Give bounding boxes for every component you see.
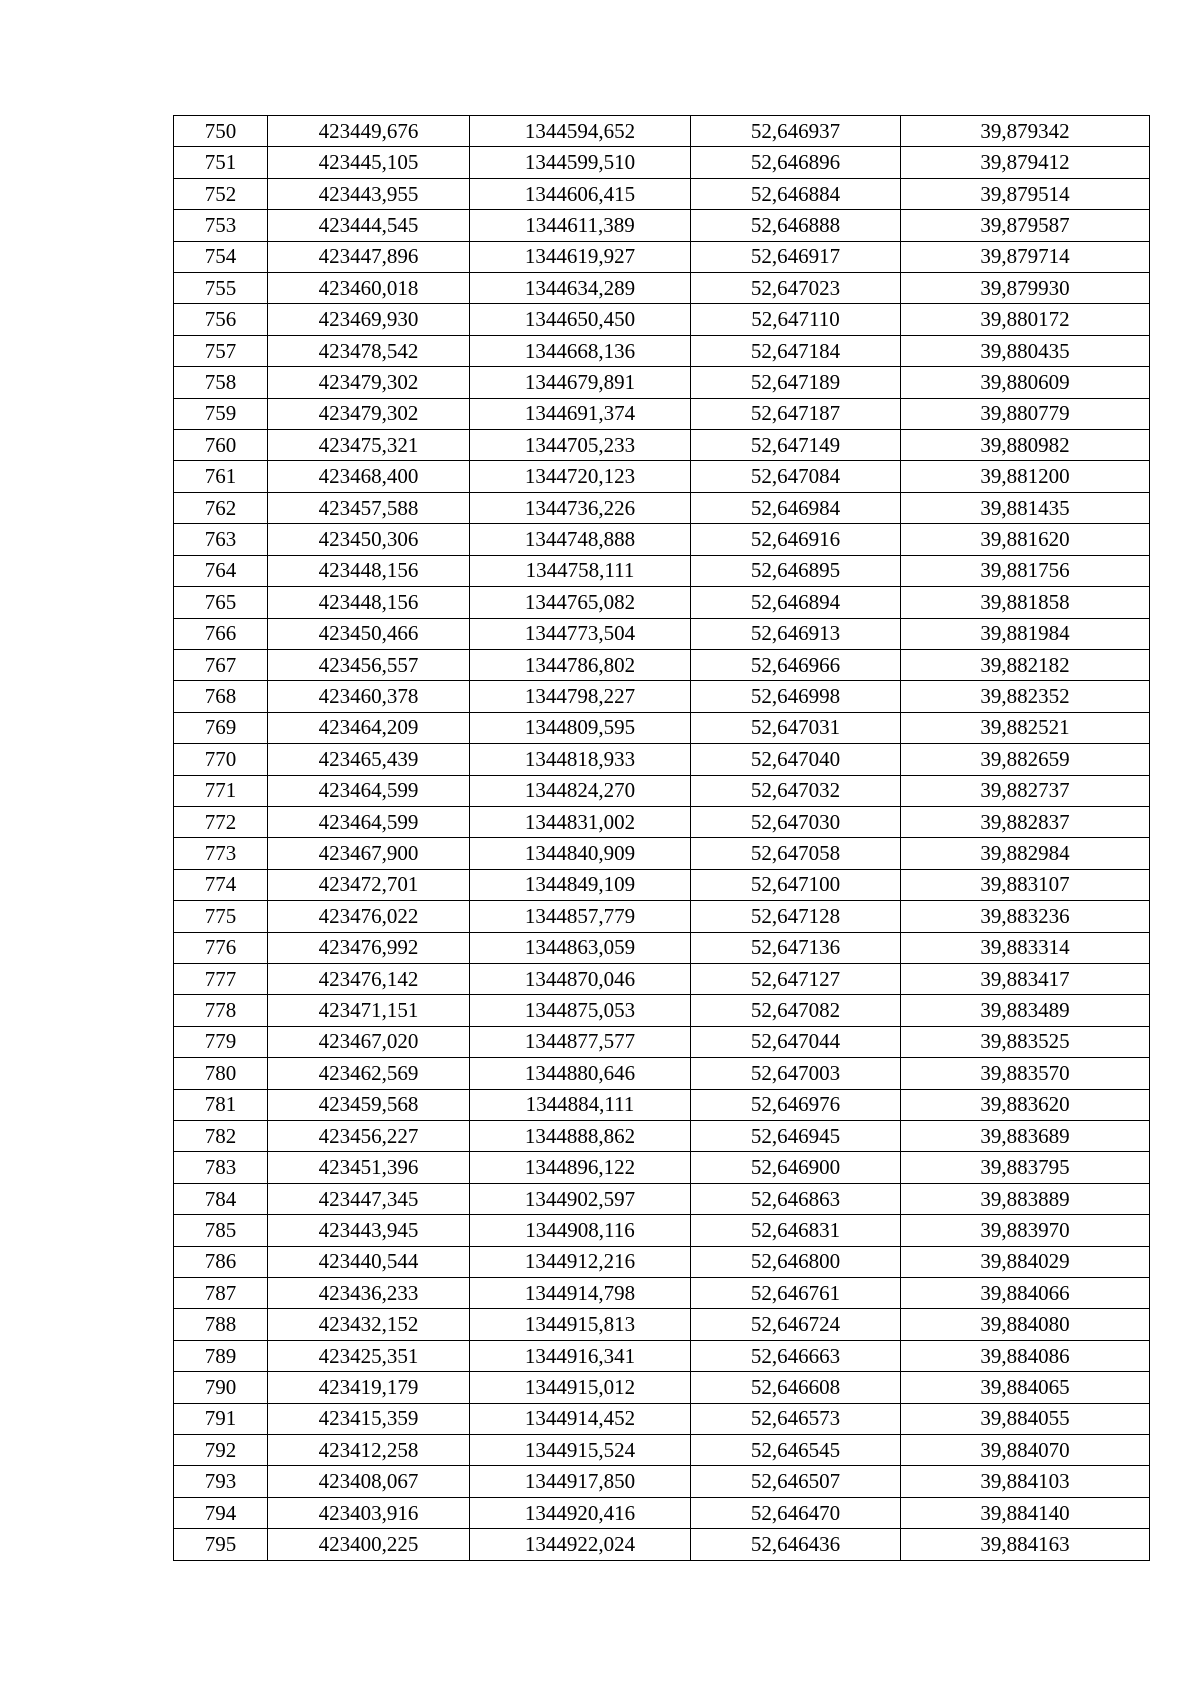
point-number-cell: 761 <box>174 461 268 492</box>
point-number-cell: 766 <box>174 618 268 649</box>
table-row <box>174 1372 1150 1403</box>
y-coordinate-cell: 1344915,524 <box>470 1435 691 1466</box>
longitude-cell: 39,884103 <box>901 1466 1150 1497</box>
longitude-cell: 39,879714 <box>901 241 1150 272</box>
y-coordinate-cell: 1344786,802 <box>470 649 691 680</box>
longitude-cell: 39,879514 <box>901 178 1150 209</box>
x-coordinate-cell: 423432,152 <box>268 1309 470 1340</box>
latitude-cell: 52,646436 <box>691 1529 901 1560</box>
latitude-cell: 52,647030 <box>691 806 901 837</box>
latitude-cell: 52,646984 <box>691 492 901 523</box>
x-coordinate-cell: 423475,321 <box>268 430 470 461</box>
x-coordinate-cell: 423472,701 <box>268 869 470 900</box>
x-coordinate-cell: 423469,930 <box>268 304 470 335</box>
latitude-cell: 52,646761 <box>691 1278 901 1309</box>
y-coordinate-cell: 1344902,597 <box>470 1183 691 1214</box>
longitude-cell: 39,881435 <box>901 492 1150 523</box>
point-number-cell: 793 <box>174 1466 268 1497</box>
longitude-cell: 39,881200 <box>901 461 1150 492</box>
latitude-cell: 52,647058 <box>691 838 901 869</box>
point-number-cell: 760 <box>174 430 268 461</box>
point-number-cell: 772 <box>174 806 268 837</box>
y-coordinate-cell: 1344599,510 <box>470 147 691 178</box>
table-row <box>174 1435 1150 1466</box>
longitude-cell: 39,882521 <box>901 712 1150 743</box>
x-coordinate-cell: 423448,156 <box>268 555 470 586</box>
point-number-cell: 770 <box>174 744 268 775</box>
latitude-cell: 52,646831 <box>691 1215 901 1246</box>
table-row <box>174 1058 1150 1089</box>
y-coordinate-cell: 1344875,053 <box>470 995 691 1026</box>
y-coordinate-cell: 1344863,059 <box>470 932 691 963</box>
x-coordinate-cell: 423445,105 <box>268 147 470 178</box>
table-row <box>174 335 1150 366</box>
x-coordinate-cell: 423479,302 <box>268 398 470 429</box>
longitude-cell: 39,879342 <box>901 116 1150 147</box>
latitude-cell: 52,647100 <box>691 869 901 900</box>
latitude-cell: 52,646895 <box>691 555 901 586</box>
x-coordinate-cell: 423462,569 <box>268 1058 470 1089</box>
latitude-cell: 52,646998 <box>691 681 901 712</box>
x-coordinate-cell: 423478,542 <box>268 335 470 366</box>
table-row <box>174 273 1150 304</box>
longitude-cell: 39,883236 <box>901 901 1150 932</box>
y-coordinate-cell: 1344798,227 <box>470 681 691 712</box>
point-number-cell: 777 <box>174 963 268 994</box>
table-row <box>174 1497 1150 1528</box>
y-coordinate-cell: 1344920,416 <box>470 1497 691 1528</box>
x-coordinate-cell: 423448,156 <box>268 587 470 618</box>
y-coordinate-cell: 1344809,595 <box>470 712 691 743</box>
x-coordinate-cell: 423450,306 <box>268 524 470 555</box>
point-number-cell: 795 <box>174 1529 268 1560</box>
x-coordinate-cell: 423456,227 <box>268 1121 470 1152</box>
point-number-cell: 778 <box>174 995 268 1026</box>
longitude-cell: 39,883689 <box>901 1121 1150 1152</box>
y-coordinate-cell: 1344619,927 <box>470 241 691 272</box>
longitude-cell: 39,884086 <box>901 1340 1150 1371</box>
x-coordinate-cell: 423400,225 <box>268 1529 470 1560</box>
longitude-cell: 39,881620 <box>901 524 1150 555</box>
table-row <box>174 147 1150 178</box>
y-coordinate-cell: 1344650,450 <box>470 304 691 335</box>
table-row <box>174 461 1150 492</box>
latitude-cell: 52,646545 <box>691 1435 901 1466</box>
point-number-cell: 759 <box>174 398 268 429</box>
y-coordinate-cell: 1344679,891 <box>470 367 691 398</box>
point-number-cell: 762 <box>174 492 268 523</box>
coordinates-table-body <box>174 116 1150 1561</box>
table-row <box>174 1089 1150 1120</box>
table-row <box>174 367 1150 398</box>
point-number-cell: 751 <box>174 147 268 178</box>
point-number-cell: 789 <box>174 1340 268 1371</box>
x-coordinate-cell: 423479,302 <box>268 367 470 398</box>
table-row <box>174 1121 1150 1152</box>
longitude-cell: 39,884163 <box>901 1529 1150 1560</box>
longitude-cell: 39,884070 <box>901 1435 1150 1466</box>
x-coordinate-cell: 423415,359 <box>268 1403 470 1434</box>
x-coordinate-cell: 423444,545 <box>268 210 470 241</box>
x-coordinate-cell: 423460,018 <box>268 273 470 304</box>
y-coordinate-cell: 1344914,452 <box>470 1403 691 1434</box>
y-coordinate-cell: 1344611,389 <box>470 210 691 241</box>
longitude-cell: 39,883795 <box>901 1152 1150 1183</box>
longitude-cell: 39,882659 <box>901 744 1150 775</box>
table-row <box>174 430 1150 461</box>
x-coordinate-cell: 423467,020 <box>268 1026 470 1057</box>
table-row <box>174 995 1150 1026</box>
y-coordinate-cell: 1344915,012 <box>470 1372 691 1403</box>
x-coordinate-cell: 423460,378 <box>268 681 470 712</box>
longitude-cell: 39,883417 <box>901 963 1150 994</box>
x-coordinate-cell: 423443,945 <box>268 1215 470 1246</box>
y-coordinate-cell: 1344915,813 <box>470 1309 691 1340</box>
latitude-cell: 52,646863 <box>691 1183 901 1214</box>
longitude-cell: 39,882737 <box>901 775 1150 806</box>
y-coordinate-cell: 1344857,779 <box>470 901 691 932</box>
point-number-cell: 781 <box>174 1089 268 1120</box>
latitude-cell: 52,647189 <box>691 367 901 398</box>
y-coordinate-cell: 1344922,024 <box>470 1529 691 1560</box>
table-row <box>174 1183 1150 1214</box>
latitude-cell: 52,647184 <box>691 335 901 366</box>
table-row <box>174 1026 1150 1057</box>
point-number-cell: 790 <box>174 1372 268 1403</box>
longitude-cell: 39,880609 <box>901 367 1150 398</box>
longitude-cell: 39,884055 <box>901 1403 1150 1434</box>
point-number-cell: 779 <box>174 1026 268 1057</box>
longitude-cell: 39,879412 <box>901 147 1150 178</box>
latitude-cell: 52,647003 <box>691 1058 901 1089</box>
latitude-cell: 52,647084 <box>691 461 901 492</box>
point-number-cell: 775 <box>174 901 268 932</box>
latitude-cell: 52,646913 <box>691 618 901 649</box>
table-row <box>174 398 1150 429</box>
latitude-cell: 52,646724 <box>691 1309 901 1340</box>
y-coordinate-cell: 1344818,933 <box>470 744 691 775</box>
x-coordinate-cell: 423476,022 <box>268 901 470 932</box>
longitude-cell: 39,883314 <box>901 932 1150 963</box>
y-coordinate-cell: 1344824,270 <box>470 775 691 806</box>
point-number-cell: 765 <box>174 587 268 618</box>
latitude-cell: 52,646896 <box>691 147 901 178</box>
point-number-cell: 758 <box>174 367 268 398</box>
table-row <box>174 869 1150 900</box>
point-number-cell: 783 <box>174 1152 268 1183</box>
table-row <box>174 210 1150 241</box>
x-coordinate-cell: 423447,345 <box>268 1183 470 1214</box>
table-row <box>174 1215 1150 1246</box>
table-row <box>174 1278 1150 1309</box>
point-number-cell: 767 <box>174 649 268 680</box>
x-coordinate-cell: 423476,992 <box>268 932 470 963</box>
y-coordinate-cell: 1344691,374 <box>470 398 691 429</box>
longitude-cell: 39,879587 <box>901 210 1150 241</box>
point-number-cell: 769 <box>174 712 268 743</box>
point-number-cell: 757 <box>174 335 268 366</box>
table-row <box>174 555 1150 586</box>
point-number-cell: 768 <box>174 681 268 712</box>
latitude-cell: 52,647031 <box>691 712 901 743</box>
longitude-cell: 39,884065 <box>901 1372 1150 1403</box>
point-number-cell: 754 <box>174 241 268 272</box>
coordinates-table <box>173 115 1150 1561</box>
x-coordinate-cell: 423440,544 <box>268 1246 470 1277</box>
latitude-cell: 52,647032 <box>691 775 901 806</box>
longitude-cell: 39,881756 <box>901 555 1150 586</box>
x-coordinate-cell: 423471,151 <box>268 995 470 1026</box>
latitude-cell: 52,646900 <box>691 1152 901 1183</box>
table-row <box>174 492 1150 523</box>
table-row <box>174 1246 1150 1277</box>
y-coordinate-cell: 1344705,233 <box>470 430 691 461</box>
point-number-cell: 773 <box>174 838 268 869</box>
latitude-cell: 52,647187 <box>691 398 901 429</box>
x-coordinate-cell: 423467,900 <box>268 838 470 869</box>
latitude-cell: 52,646888 <box>691 210 901 241</box>
latitude-cell: 52,646800 <box>691 1246 901 1277</box>
latitude-cell: 52,647023 <box>691 273 901 304</box>
table-row <box>174 116 1150 147</box>
point-number-cell: 756 <box>174 304 268 335</box>
x-coordinate-cell: 423465,439 <box>268 744 470 775</box>
longitude-cell: 39,879930 <box>901 273 1150 304</box>
y-coordinate-cell: 1344884,111 <box>470 1089 691 1120</box>
point-number-cell: 791 <box>174 1403 268 1434</box>
y-coordinate-cell: 1344831,002 <box>470 806 691 837</box>
latitude-cell: 52,646573 <box>691 1403 901 1434</box>
longitude-cell: 39,884029 <box>901 1246 1150 1277</box>
longitude-cell: 39,884066 <box>901 1278 1150 1309</box>
x-coordinate-cell: 423449,676 <box>268 116 470 147</box>
latitude-cell: 52,646945 <box>691 1121 901 1152</box>
x-coordinate-cell: 423464,209 <box>268 712 470 743</box>
latitude-cell: 52,647127 <box>691 963 901 994</box>
longitude-cell: 39,882837 <box>901 806 1150 837</box>
point-number-cell: 750 <box>174 116 268 147</box>
y-coordinate-cell: 1344606,415 <box>470 178 691 209</box>
point-number-cell: 787 <box>174 1278 268 1309</box>
x-coordinate-cell: 423412,258 <box>268 1435 470 1466</box>
y-coordinate-cell: 1344720,123 <box>470 461 691 492</box>
y-coordinate-cell: 1344870,046 <box>470 963 691 994</box>
longitude-cell: 39,880779 <box>901 398 1150 429</box>
table-row <box>174 838 1150 869</box>
latitude-cell: 52,647110 <box>691 304 901 335</box>
point-number-cell: 774 <box>174 869 268 900</box>
longitude-cell: 39,881858 <box>901 587 1150 618</box>
y-coordinate-cell: 1344916,341 <box>470 1340 691 1371</box>
point-number-cell: 786 <box>174 1246 268 1277</box>
table-row <box>174 524 1150 555</box>
longitude-cell: 39,883620 <box>901 1089 1150 1120</box>
longitude-cell: 39,881984 <box>901 618 1150 649</box>
longitude-cell: 39,882182 <box>901 649 1150 680</box>
y-coordinate-cell: 1344840,909 <box>470 838 691 869</box>
table-row <box>174 1152 1150 1183</box>
table-row <box>174 712 1150 743</box>
x-coordinate-cell: 423459,568 <box>268 1089 470 1120</box>
x-coordinate-cell: 423451,396 <box>268 1152 470 1183</box>
longitude-cell: 39,883570 <box>901 1058 1150 1089</box>
table-row <box>174 1529 1150 1560</box>
y-coordinate-cell: 1344773,504 <box>470 618 691 649</box>
x-coordinate-cell: 423456,557 <box>268 649 470 680</box>
point-number-cell: 784 <box>174 1183 268 1214</box>
latitude-cell: 52,647044 <box>691 1026 901 1057</box>
table-row <box>174 901 1150 932</box>
y-coordinate-cell: 1344896,122 <box>470 1152 691 1183</box>
longitude-cell: 39,883525 <box>901 1026 1150 1057</box>
table-row <box>174 649 1150 680</box>
table-row <box>174 1309 1150 1340</box>
latitude-cell: 52,647040 <box>691 744 901 775</box>
longitude-cell: 39,883970 <box>901 1215 1150 1246</box>
y-coordinate-cell: 1344917,850 <box>470 1466 691 1497</box>
point-number-cell: 771 <box>174 775 268 806</box>
longitude-cell: 39,883107 <box>901 869 1150 900</box>
point-number-cell: 794 <box>174 1497 268 1528</box>
latitude-cell: 52,646916 <box>691 524 901 555</box>
latitude-cell: 52,646470 <box>691 1497 901 1528</box>
longitude-cell: 39,883889 <box>901 1183 1150 1214</box>
longitude-cell: 39,882352 <box>901 681 1150 712</box>
x-coordinate-cell: 423447,896 <box>268 241 470 272</box>
y-coordinate-cell: 1344912,216 <box>470 1246 691 1277</box>
longitude-cell: 39,882984 <box>901 838 1150 869</box>
table-row <box>174 618 1150 649</box>
x-coordinate-cell: 423425,351 <box>268 1340 470 1371</box>
point-number-cell: 776 <box>174 932 268 963</box>
x-coordinate-cell: 423419,179 <box>268 1372 470 1403</box>
table-row <box>174 963 1150 994</box>
table-row <box>174 681 1150 712</box>
table-row <box>174 587 1150 618</box>
y-coordinate-cell: 1344765,082 <box>470 587 691 618</box>
table-row <box>174 178 1150 209</box>
latitude-cell: 52,646884 <box>691 178 901 209</box>
latitude-cell: 52,647082 <box>691 995 901 1026</box>
longitude-cell: 39,880172 <box>901 304 1150 335</box>
y-coordinate-cell: 1344668,136 <box>470 335 691 366</box>
latitude-cell: 52,646507 <box>691 1466 901 1497</box>
point-number-cell: 764 <box>174 555 268 586</box>
x-coordinate-cell: 423464,599 <box>268 806 470 837</box>
table-row <box>174 304 1150 335</box>
y-coordinate-cell: 1344736,226 <box>470 492 691 523</box>
latitude-cell: 52,646966 <box>691 649 901 680</box>
longitude-cell: 39,883489 <box>901 995 1150 1026</box>
point-number-cell: 755 <box>174 273 268 304</box>
x-coordinate-cell: 423464,599 <box>268 775 470 806</box>
y-coordinate-cell: 1344594,652 <box>470 116 691 147</box>
table-row <box>174 241 1150 272</box>
x-coordinate-cell: 423450,466 <box>268 618 470 649</box>
point-number-cell: 780 <box>174 1058 268 1089</box>
table-row <box>174 932 1150 963</box>
latitude-cell: 52,647136 <box>691 932 901 963</box>
y-coordinate-cell: 1344888,862 <box>470 1121 691 1152</box>
y-coordinate-cell: 1344877,577 <box>470 1026 691 1057</box>
x-coordinate-cell: 423468,400 <box>268 461 470 492</box>
x-coordinate-cell: 423457,588 <box>268 492 470 523</box>
latitude-cell: 52,647128 <box>691 901 901 932</box>
table-row <box>174 775 1150 806</box>
latitude-cell: 52,646937 <box>691 116 901 147</box>
longitude-cell: 39,884140 <box>901 1497 1150 1528</box>
latitude-cell: 52,646894 <box>691 587 901 618</box>
latitude-cell: 52,646608 <box>691 1372 901 1403</box>
point-number-cell: 788 <box>174 1309 268 1340</box>
x-coordinate-cell: 423436,233 <box>268 1278 470 1309</box>
point-number-cell: 782 <box>174 1121 268 1152</box>
y-coordinate-cell: 1344880,646 <box>470 1058 691 1089</box>
longitude-cell: 39,880435 <box>901 335 1150 366</box>
y-coordinate-cell: 1344849,109 <box>470 869 691 900</box>
latitude-cell: 52,646976 <box>691 1089 901 1120</box>
latitude-cell: 52,646663 <box>691 1340 901 1371</box>
longitude-cell: 39,884080 <box>901 1309 1150 1340</box>
table-row <box>174 744 1150 775</box>
point-number-cell: 792 <box>174 1435 268 1466</box>
x-coordinate-cell: 423408,067 <box>268 1466 470 1497</box>
point-number-cell: 763 <box>174 524 268 555</box>
point-number-cell: 753 <box>174 210 268 241</box>
y-coordinate-cell: 1344914,798 <box>470 1278 691 1309</box>
x-coordinate-cell: 423403,916 <box>268 1497 470 1528</box>
y-coordinate-cell: 1344748,888 <box>470 524 691 555</box>
table-row <box>174 1466 1150 1497</box>
x-coordinate-cell: 423443,955 <box>268 178 470 209</box>
x-coordinate-cell: 423476,142 <box>268 963 470 994</box>
table-row <box>174 1403 1150 1434</box>
point-number-cell: 752 <box>174 178 268 209</box>
table-row <box>174 806 1150 837</box>
table-row <box>174 1340 1150 1371</box>
point-number-cell: 785 <box>174 1215 268 1246</box>
y-coordinate-cell: 1344758,111 <box>470 555 691 586</box>
latitude-cell: 52,646917 <box>691 241 901 272</box>
y-coordinate-cell: 1344634,289 <box>470 273 691 304</box>
longitude-cell: 39,880982 <box>901 430 1150 461</box>
y-coordinate-cell: 1344908,116 <box>470 1215 691 1246</box>
latitude-cell: 52,647149 <box>691 430 901 461</box>
